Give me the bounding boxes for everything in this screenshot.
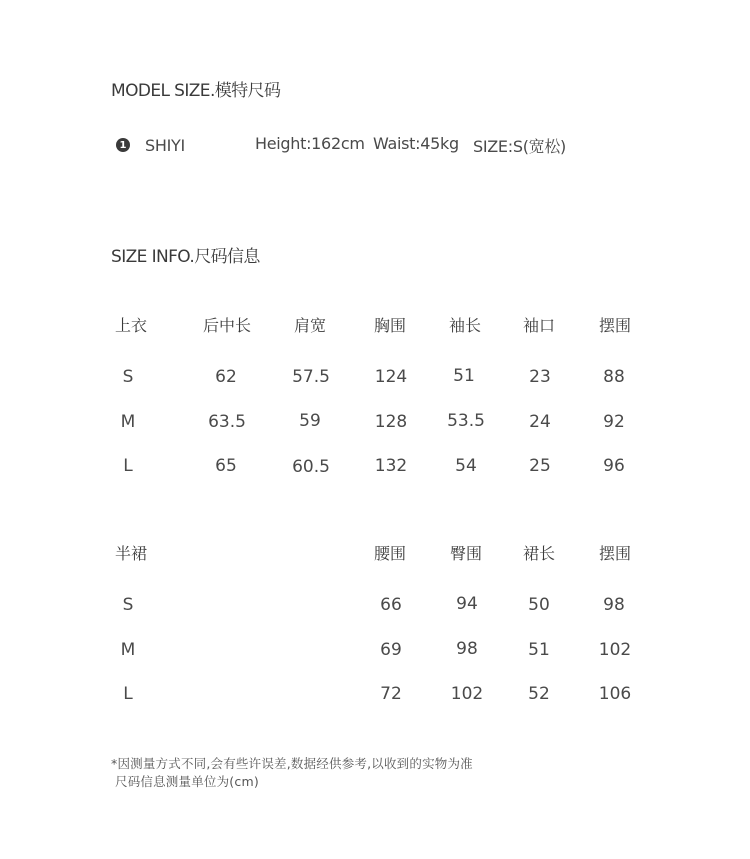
table-cell: 98 bbox=[456, 639, 478, 659]
table-cell: 63.5 bbox=[208, 412, 246, 432]
skirt-header-waist: 腰围 bbox=[374, 544, 407, 563]
table-cell: L bbox=[123, 684, 133, 704]
table-cell: 66 bbox=[380, 595, 402, 615]
size-info-title: SIZE INFO.尺码信息 bbox=[111, 247, 260, 267]
table-cell: 24 bbox=[529, 412, 551, 432]
table-cell: 94 bbox=[456, 594, 478, 614]
top-header-shoulder: 肩宽 bbox=[294, 316, 327, 335]
table-cell: 132 bbox=[374, 456, 408, 476]
table-cell: 72 bbox=[380, 684, 402, 704]
table-cell: 60.5 bbox=[292, 457, 330, 477]
table-cell: 51 bbox=[528, 640, 550, 660]
table-cell: 106 bbox=[598, 684, 632, 704]
table-cell: 62 bbox=[215, 367, 237, 387]
table-cell: M bbox=[120, 640, 136, 660]
table-cell: 50 bbox=[528, 595, 550, 615]
table-cell: 92 bbox=[603, 412, 625, 432]
model-weight: Waist:45kg bbox=[373, 134, 459, 153]
table-cell: 102 bbox=[598, 640, 632, 660]
table-cell: 65 bbox=[215, 456, 237, 476]
table-cell: 52 bbox=[528, 684, 550, 704]
table-cell: 53.5 bbox=[447, 411, 485, 431]
skirt-header-hip: 臀围 bbox=[450, 544, 483, 563]
table-cell: 57.5 bbox=[292, 367, 330, 387]
top-header-cuff: 袖口 bbox=[523, 316, 556, 335]
table-cell: 98 bbox=[603, 595, 625, 615]
skirt-header-hem: 摆围 bbox=[599, 544, 632, 563]
model-name: SHIYI bbox=[145, 136, 185, 155]
measurement-note: *因测量方式不同,会有些许误差,数据经供参考,以收到的实物为准 bbox=[111, 756, 473, 771]
table-cell: S bbox=[122, 595, 134, 615]
table-cell: 25 bbox=[529, 456, 551, 476]
model-size: SIZE:S(宽松) bbox=[473, 137, 566, 156]
top-header-category: 上衣 bbox=[115, 316, 148, 335]
skirt-header-length: 裙长 bbox=[523, 544, 556, 563]
table-cell: 54 bbox=[455, 456, 477, 476]
table-cell: 102 bbox=[450, 684, 484, 704]
skirt-header-category: 半裙 bbox=[115, 544, 148, 563]
top-header-sleeve-length: 袖长 bbox=[449, 316, 482, 335]
unit-note: 尺码信息测量单位为(cm) bbox=[115, 774, 259, 789]
top-header-hem: 摆围 bbox=[599, 316, 632, 335]
table-cell: L bbox=[123, 456, 133, 476]
table-cell: S bbox=[122, 367, 134, 387]
number-one-icon: 1 bbox=[116, 138, 130, 152]
table-cell: 59 bbox=[299, 411, 321, 431]
table-cell: 128 bbox=[374, 412, 408, 432]
top-header-length: 后中长 bbox=[203, 316, 252, 335]
model-height: Height:162cm bbox=[255, 134, 365, 153]
model-size-title: MODEL SIZE.模特尺码 bbox=[111, 81, 281, 101]
table-cell: M bbox=[120, 412, 136, 432]
table-cell: 124 bbox=[374, 367, 408, 387]
table-cell: 23 bbox=[529, 367, 551, 387]
top-header-bust: 胸围 bbox=[374, 316, 407, 335]
table-cell: 96 bbox=[603, 456, 625, 476]
table-cell: 51 bbox=[453, 366, 475, 386]
table-cell: 69 bbox=[380, 640, 402, 660]
table-cell: 88 bbox=[603, 367, 625, 387]
